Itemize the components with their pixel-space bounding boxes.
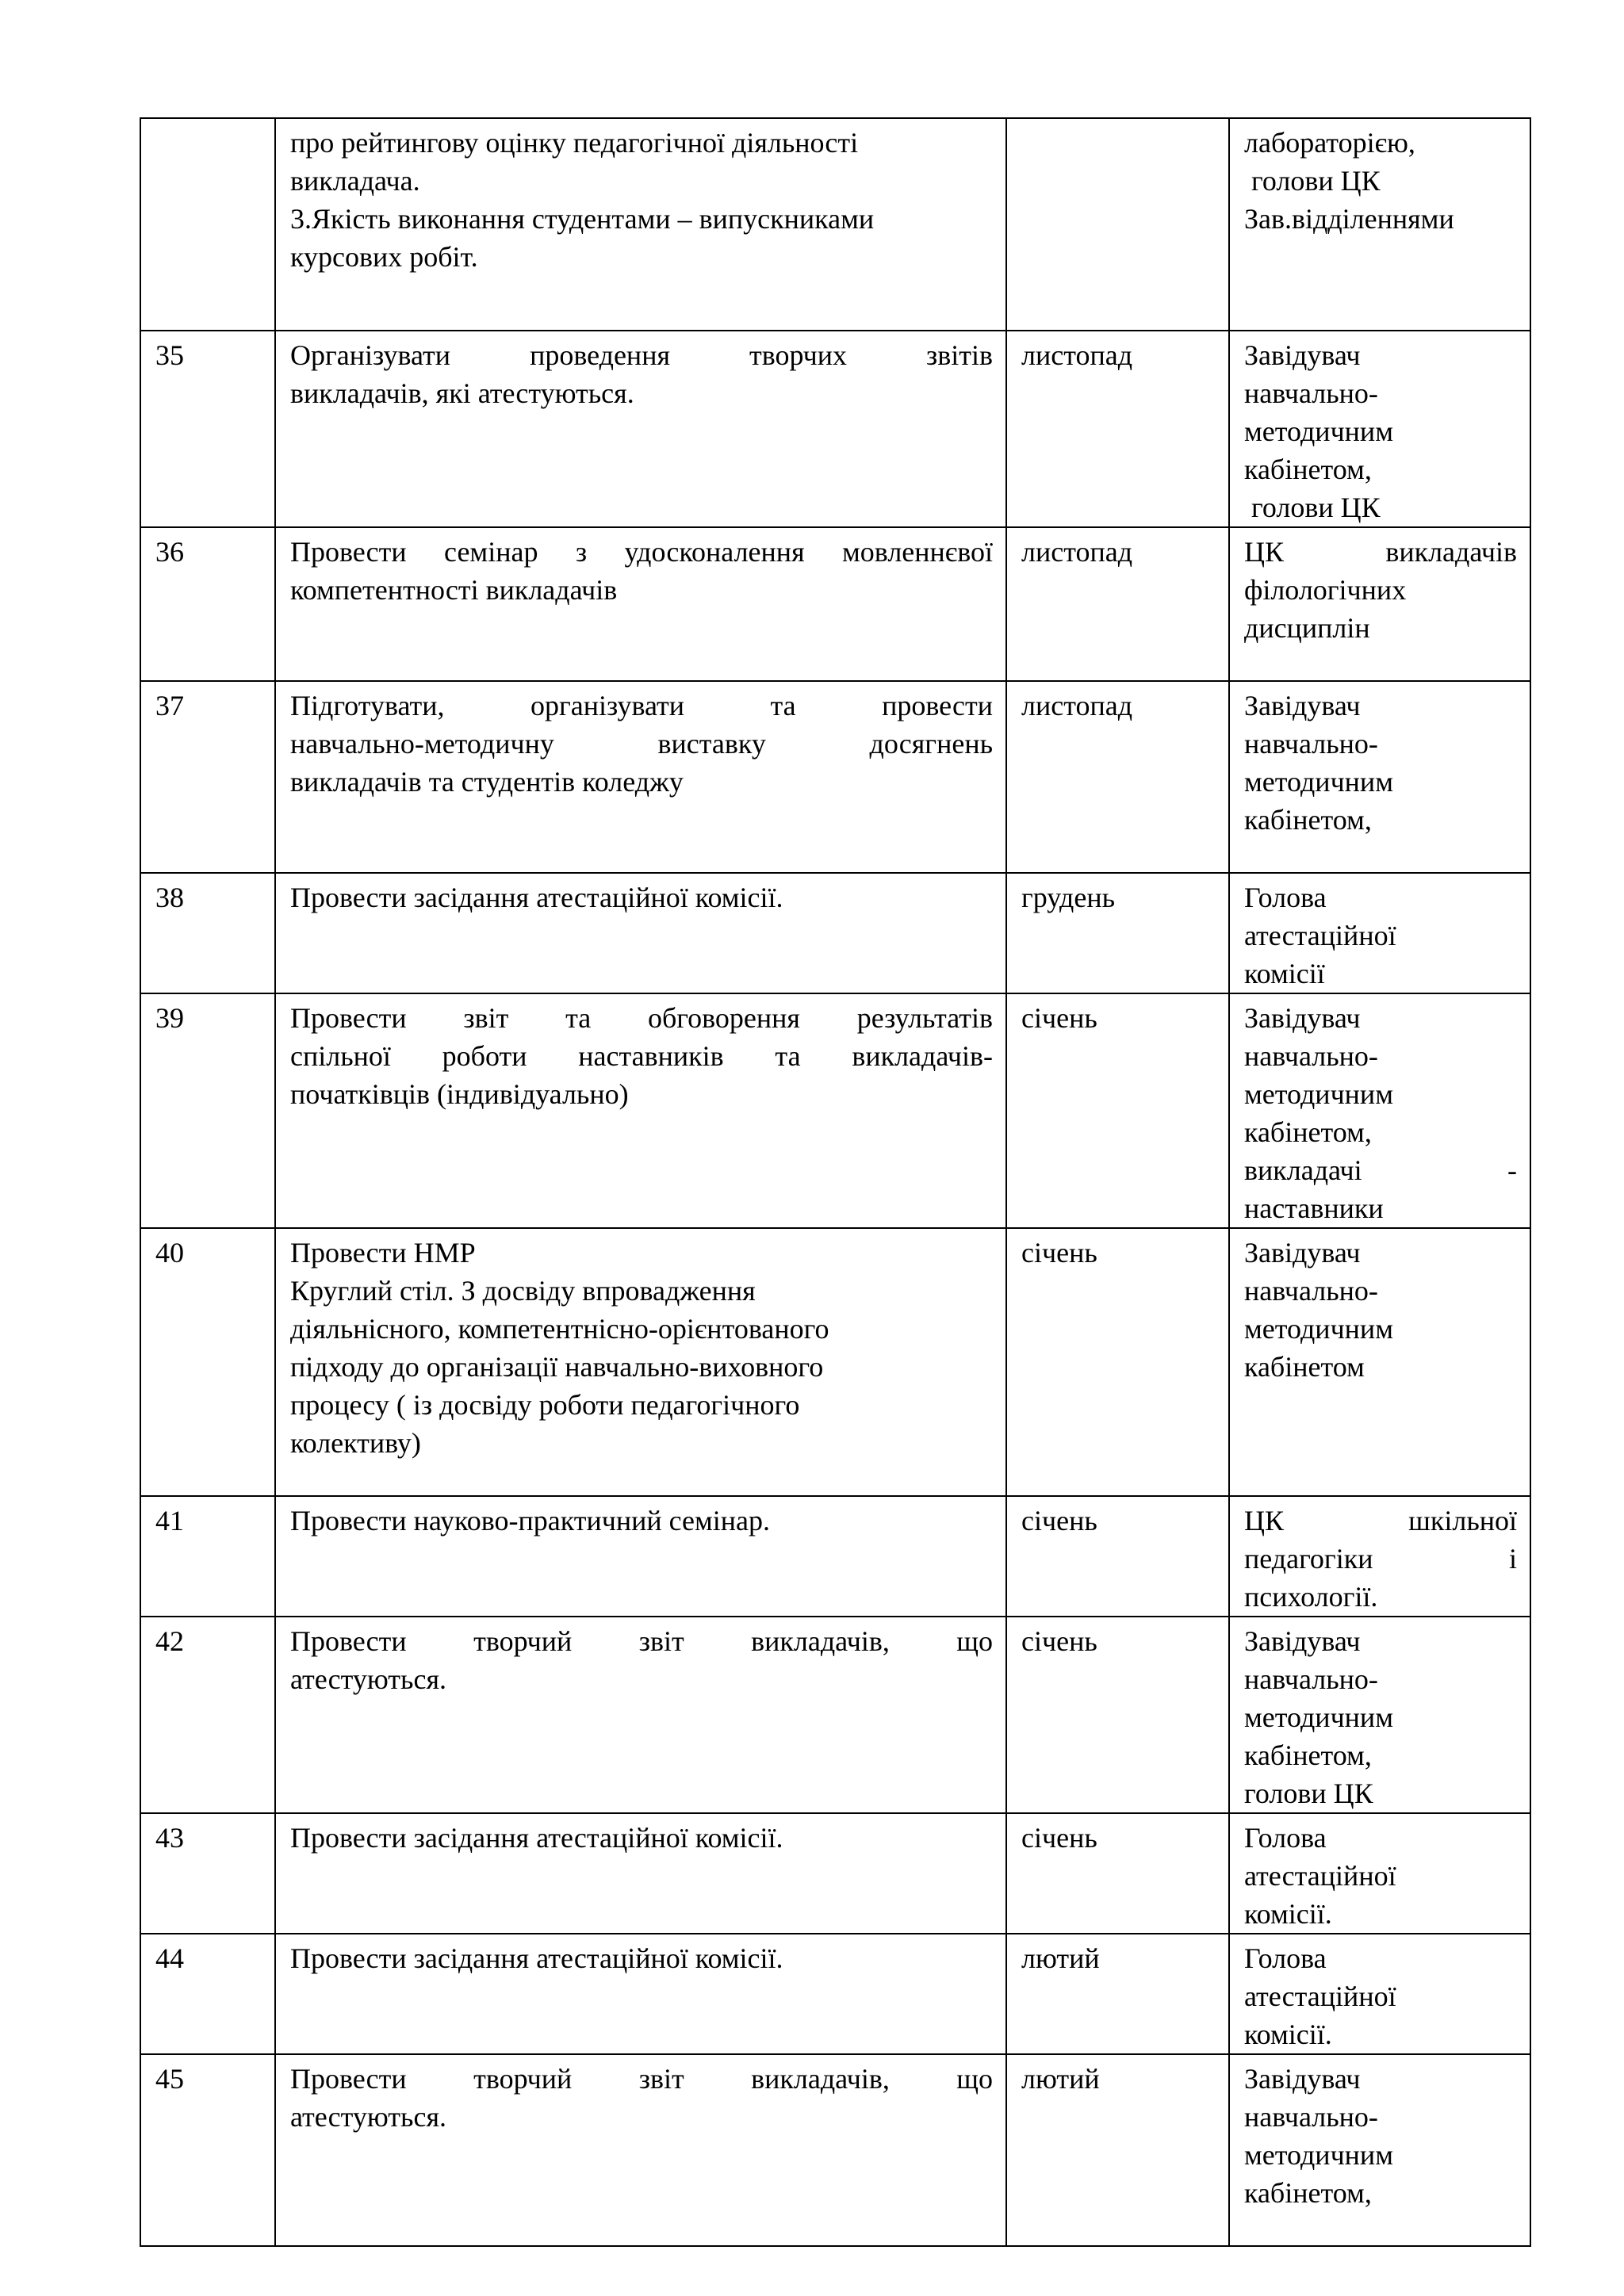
- activity-plan-table: [140, 117, 1531, 2247]
- term-cell: листопад: [1006, 681, 1229, 873]
- table-row: [140, 2054, 1530, 2246]
- responsible-text-line: психології.: [1244, 1581, 1378, 1613]
- task-text-line: Провести засідання атестаційної комісії.: [290, 1822, 783, 1854]
- responsible-text-line: лабораторією,: [1244, 127, 1415, 159]
- responsible-text-line: кабінетом: [1244, 1351, 1365, 1383]
- responsible-text-line: Завідувач: [1244, 1237, 1361, 1269]
- responsible-text-line: навчально-: [1244, 377, 1378, 409]
- responsible-text-line: кабінетом,: [1244, 1739, 1372, 1771]
- task-text-line: Провести творчий звіт викладачів, що: [290, 1625, 993, 1657]
- table-row: [140, 681, 1530, 873]
- table-row: [140, 118, 1530, 331]
- task-text-line: навчально-методичну виставку досягнень: [290, 728, 993, 760]
- task-text-line: викладачів, які атестуються.: [290, 377, 634, 409]
- responsible-cell: [1229, 993, 1530, 1228]
- task-cell: [275, 1813, 1006, 1934]
- task-text-line: діяльнісного, компетентнісно-орієнтованого: [290, 1313, 829, 1345]
- responsible-cell: [1229, 681, 1530, 873]
- row-number-cell: 42: [140, 1617, 275, 1813]
- term-cell: січень: [1006, 1228, 1229, 1496]
- task-text-line: Провести засідання атестаційної комісії.: [290, 882, 783, 913]
- task-text-line: викладачів та студентів коледжу: [290, 766, 684, 798]
- task-text-line: Провести творчий звіт викладачів, що: [290, 2063, 993, 2095]
- task-cell: [275, 2054, 1006, 2246]
- term-cell: листопад: [1006, 331, 1229, 527]
- term-cell: [1006, 118, 1229, 331]
- row-number-cell: 43: [140, 1813, 275, 1934]
- responsible-text-line: атестаційної: [1244, 1860, 1396, 1892]
- responsible-text-line: методичним: [1244, 1078, 1393, 1110]
- responsible-cell: [1229, 1228, 1530, 1496]
- responsible-text-line: навчально-: [1244, 2101, 1378, 2133]
- table-row: [140, 1934, 1530, 2054]
- table-row: [140, 873, 1530, 993]
- responsible-text-line: атестаційної: [1244, 1980, 1396, 2012]
- task-text-line: про рейтингову оцінку педагогічної діяльності: [290, 127, 859, 159]
- task-cell: [275, 1228, 1006, 1496]
- responsible-text-line: Завідувач: [1244, 690, 1361, 721]
- responsible-text-line: кабінетом,: [1244, 1116, 1372, 1148]
- task-text-line: атестуються.: [290, 2101, 446, 2133]
- responsible-text-line: навчально-: [1244, 728, 1378, 760]
- responsible-text-line: Голова: [1244, 1822, 1327, 1854]
- row-number-cell: [140, 118, 275, 331]
- responsible-text-line: методичним: [1244, 766, 1393, 798]
- table-row: [140, 993, 1530, 1228]
- responsible-text-line: голови ЦК: [1244, 492, 1381, 523]
- responsible-text-line: комісії: [1244, 958, 1325, 989]
- responsible-text-line: комісії.: [1244, 1898, 1332, 1930]
- responsible-text-line: атестаційної: [1244, 920, 1396, 951]
- task-cell: [275, 873, 1006, 993]
- responsible-cell: [1229, 527, 1530, 681]
- row-number-cell: 38: [140, 873, 275, 993]
- row-number-cell: 39: [140, 993, 275, 1228]
- term-cell: січень: [1006, 1496, 1229, 1617]
- term-cell: грудень: [1006, 873, 1229, 993]
- task-cell: [275, 1496, 1006, 1617]
- term-cell: листопад: [1006, 527, 1229, 681]
- task-cell: [275, 1934, 1006, 2054]
- responsible-text-line: Завідувач: [1244, 339, 1361, 371]
- row-number-cell: 36: [140, 527, 275, 681]
- responsible-text-line: кабінетом,: [1244, 2177, 1372, 2209]
- responsible-text-line: Завідувач: [1244, 2063, 1361, 2095]
- responsible-cell: [1229, 118, 1530, 331]
- responsible-text-line: навчально-: [1244, 1040, 1378, 1072]
- task-text-line: спільної роботи наставників та викладачів-: [290, 1040, 993, 1072]
- row-number-cell: 44: [140, 1934, 275, 2054]
- table-row: [140, 1228, 1530, 1496]
- responsible-text-line: ЦК викладачів: [1244, 536, 1517, 568]
- responsible-text-line: Завідувач: [1244, 1625, 1361, 1657]
- task-text-line: Провести звіт та обговорення результатів: [290, 1002, 993, 1034]
- row-number-cell: 41: [140, 1496, 275, 1617]
- term-cell: січень: [1006, 993, 1229, 1228]
- table-row: [140, 1496, 1530, 1617]
- responsible-text-line: кабінетом,: [1244, 453, 1372, 485]
- responsible-cell: [1229, 331, 1530, 527]
- task-cell: [275, 118, 1006, 331]
- responsible-cell: [1229, 1617, 1530, 1813]
- task-text-line: Організувати проведення творчих звітів: [290, 339, 993, 371]
- responsible-text-line: голови ЦК: [1244, 165, 1381, 197]
- row-number-cell: 35: [140, 331, 275, 527]
- task-cell: [275, 993, 1006, 1228]
- task-text-line: Провести семінар з удосконалення мовленнєвої: [290, 536, 993, 568]
- task-text-line: атестуються.: [290, 1663, 446, 1695]
- task-text-line: компетентності викладачів: [290, 574, 618, 606]
- responsible-cell: [1229, 1934, 1530, 2054]
- task-cell: [275, 331, 1006, 527]
- task-text-line: Провести НМР: [290, 1237, 476, 1269]
- row-number-cell: 45: [140, 2054, 275, 2246]
- responsible-text-line: Голова: [1244, 882, 1327, 913]
- responsible-text-line: методичним: [1244, 415, 1393, 447]
- responsible-text-line: кабінетом,: [1244, 804, 1372, 836]
- responsible-cell: [1229, 1813, 1530, 1934]
- responsible-text-line: Завідувач: [1244, 1002, 1361, 1034]
- term-cell: січень: [1006, 1617, 1229, 1813]
- responsible-cell: [1229, 873, 1530, 993]
- term-cell: лютий: [1006, 1934, 1229, 2054]
- responsible-text-line: філологічних: [1244, 574, 1407, 606]
- task-text-line: викладача.: [290, 165, 420, 197]
- task-text-line: початківців (індивідуально): [290, 1078, 629, 1110]
- table-row: [140, 1617, 1530, 1813]
- task-text-line: Провести науково-практичний семінар.: [290, 1505, 771, 1536]
- task-text-line: Круглий стіл. З досвіду впровадження: [290, 1275, 756, 1307]
- term-cell: лютий: [1006, 2054, 1229, 2246]
- responsible-cell: [1229, 1496, 1530, 1617]
- task-text-line: курсових робіт.: [290, 241, 478, 273]
- task-text-line: 3.Якість виконання студентами – випускниками: [290, 203, 875, 235]
- responsible-text-line: Голова: [1244, 1942, 1327, 1974]
- responsible-text-line: ЦК шкільної: [1244, 1505, 1517, 1536]
- responsible-text-line: дисциплін: [1244, 612, 1370, 644]
- responsible-text-line: педагогіки і: [1244, 1543, 1517, 1575]
- responsible-text-line: методичним: [1244, 1701, 1393, 1733]
- responsible-text-line: наставники: [1244, 1192, 1384, 1224]
- task-cell: [275, 527, 1006, 681]
- responsible-text-line: викладачі -: [1244, 1154, 1517, 1186]
- responsible-text-line: методичним: [1244, 2139, 1393, 2171]
- task-text-line: Провести засідання атестаційної комісії.: [290, 1942, 783, 1974]
- activity-plan-body: [140, 118, 1530, 2246]
- task-cell: [275, 1617, 1006, 1813]
- task-text-line: процесу ( із досвіду роботи педагогічного: [290, 1389, 800, 1421]
- responsible-text-line: голови ЦК: [1244, 1777, 1373, 1809]
- responsible-text-line: комісії.: [1244, 2019, 1332, 2050]
- task-text-line: Підготувати, організувати та провести: [290, 690, 993, 721]
- responsible-text-line: навчально-: [1244, 1275, 1378, 1307]
- table-row: [140, 331, 1530, 527]
- row-number-cell: 40: [140, 1228, 275, 1496]
- table-row: [140, 1813, 1530, 1934]
- term-cell: січень: [1006, 1813, 1229, 1934]
- row-number-cell: 37: [140, 681, 275, 873]
- task-cell: [275, 681, 1006, 873]
- responsible-text-line: Зав.відділеннями: [1244, 203, 1454, 235]
- responsible-text-line: методичним: [1244, 1313, 1393, 1345]
- responsible-text-line: навчально-: [1244, 1663, 1378, 1695]
- task-text-line: колективу): [290, 1427, 421, 1459]
- responsible-cell: [1229, 2054, 1530, 2246]
- task-text-line: підходу до організації навчально-виховного: [290, 1351, 824, 1383]
- table-row: [140, 527, 1530, 681]
